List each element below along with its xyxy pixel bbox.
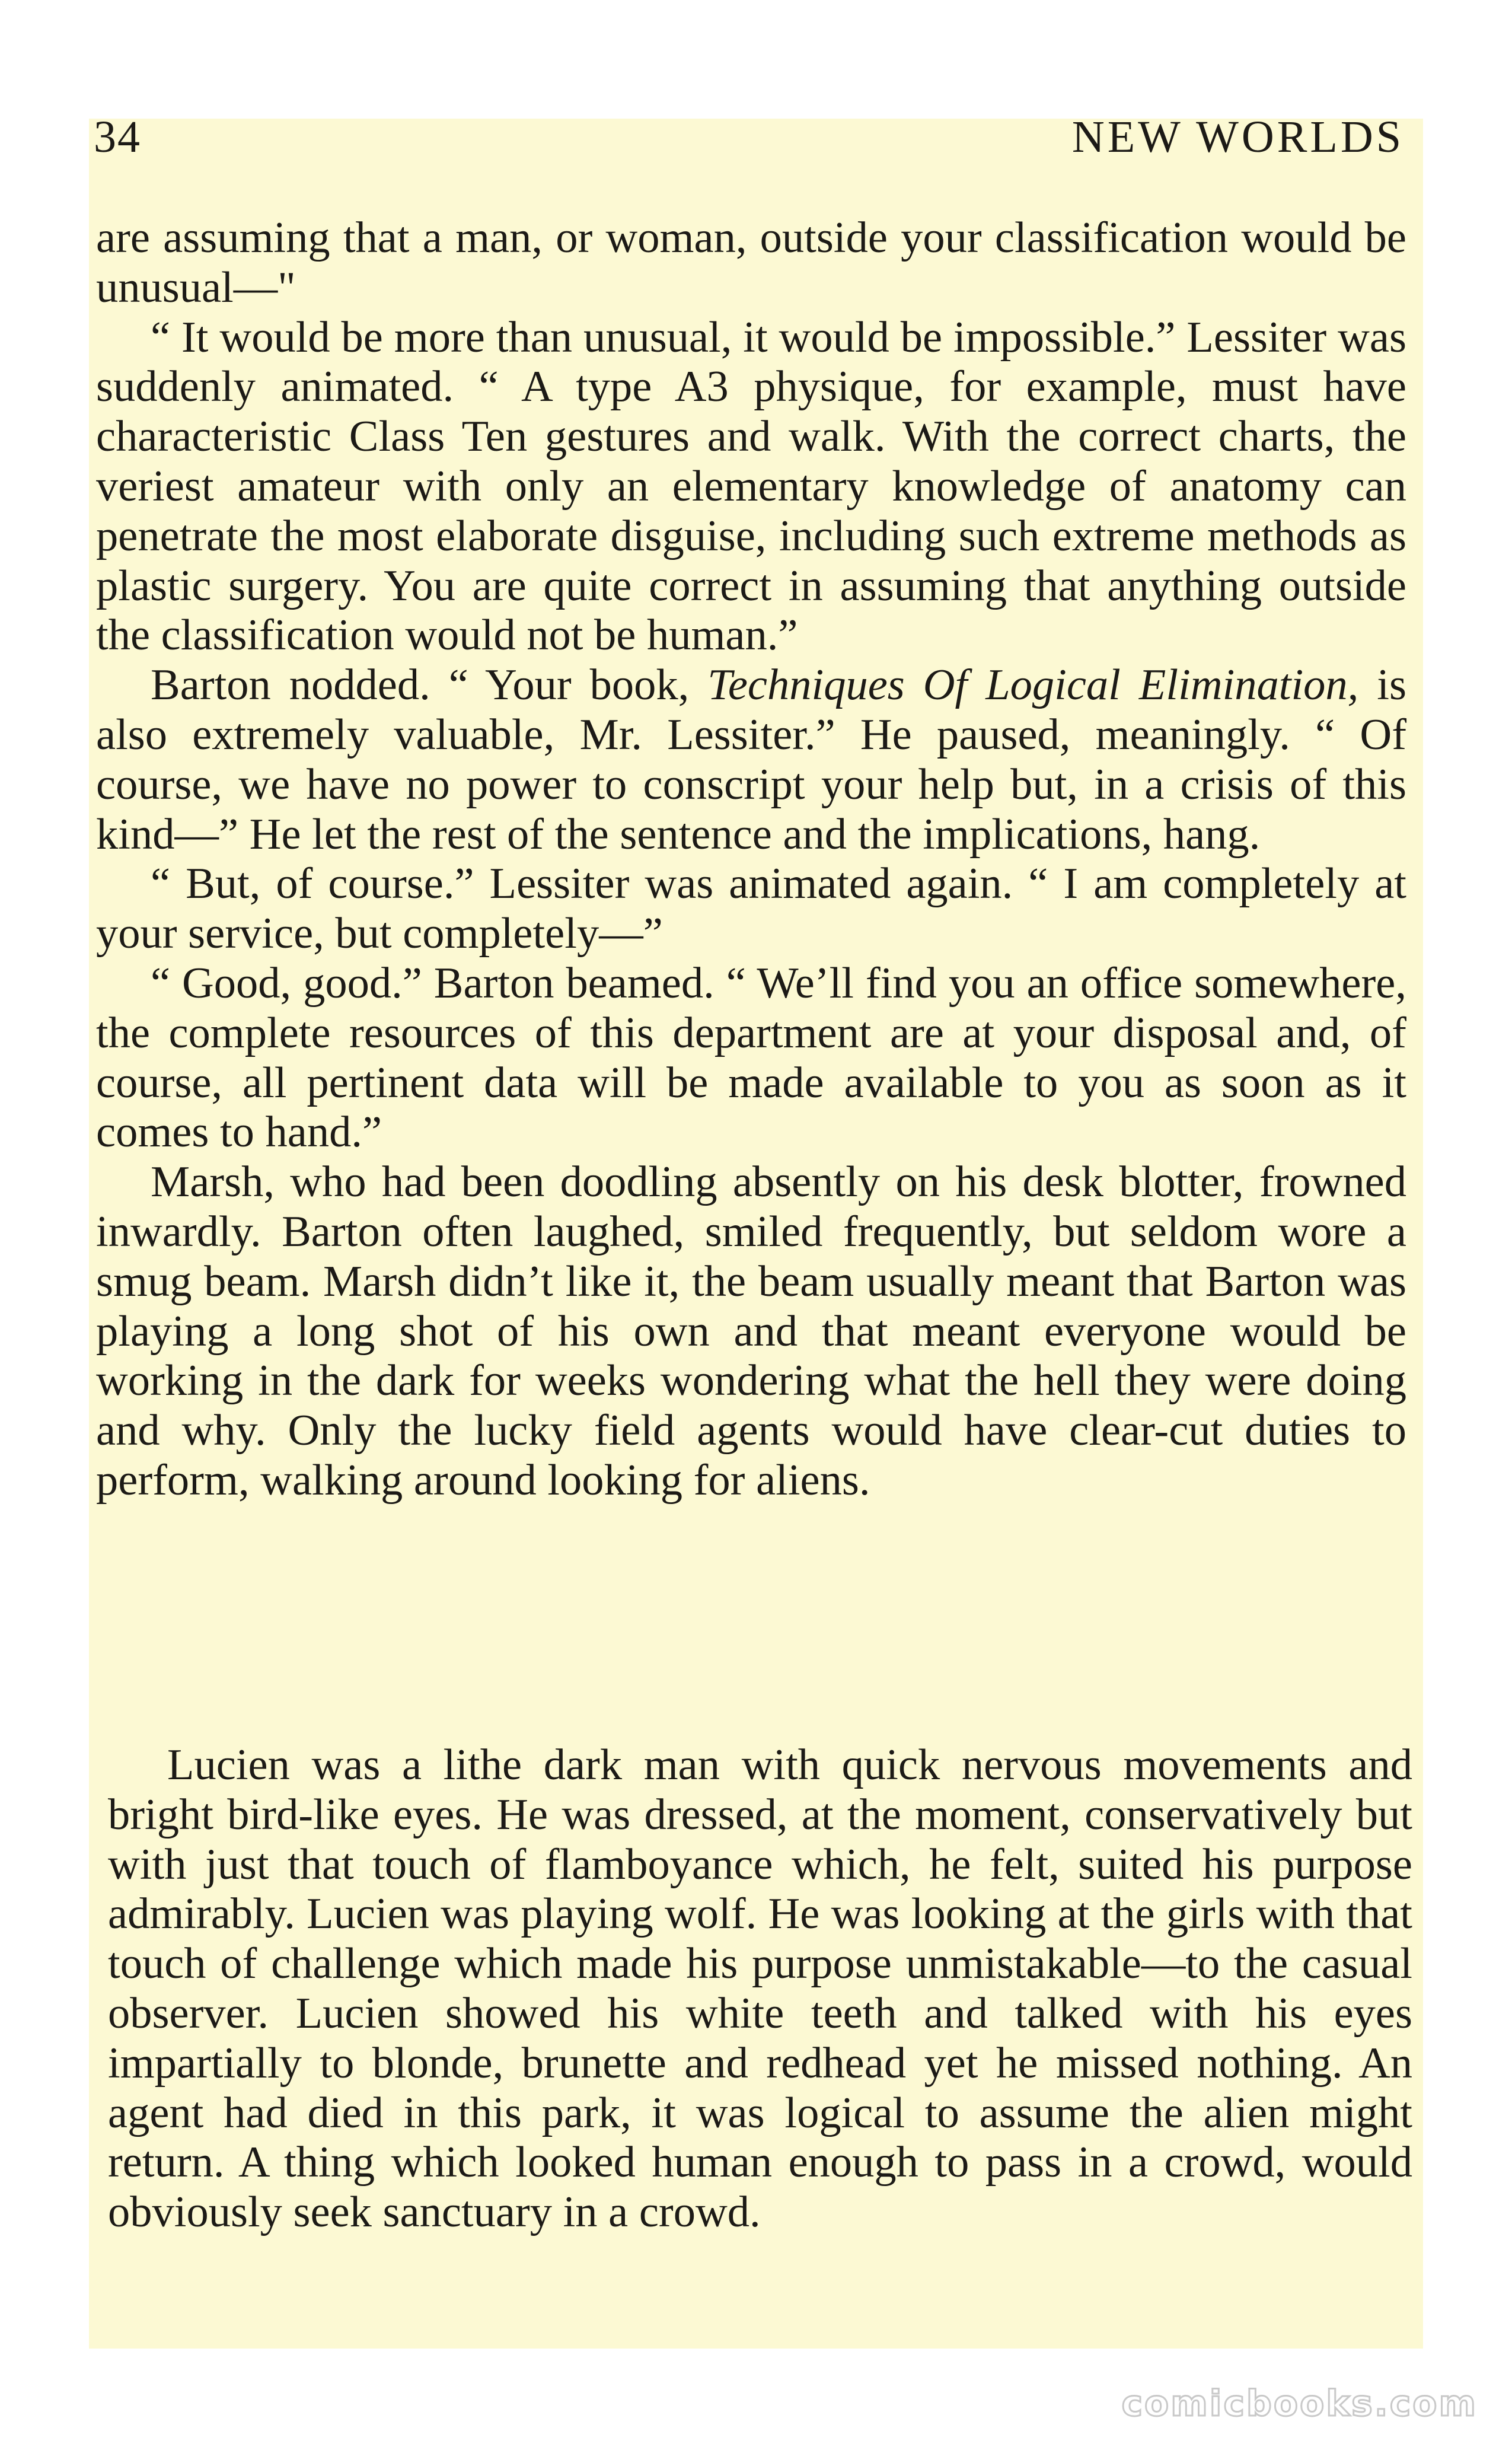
magazine-title: NEW WORLDS (1071, 112, 1404, 162)
body-text-section-two (108, 1741, 1412, 2238)
paragraph-lucien: Lucien was a lithe dark man with quick nervous movements and bright bird-like eyes. He was dressed, at the moment, conservatively but with just that touch of flamboyance which, he felt, suited his purpose admirably. Lucien was playing wolf. He was looking at the girls with that touch of challenge which made his purpose unmistakable—to the casual observer. Lucien showed his white teeth and talked with his eyes impartially to blonde, brunette and redhead yet he missed nothing. An agent had died in this park, it was logical to assume the alien might return. A thing which looked human enough to pass in a crowd, would obviously seek sanctuary in a crowd. (108, 1741, 1412, 2237)
paragraph-barton-nodded (96, 661, 1406, 859)
paragraph-lessiter-service: “ But, of course.” Lessiter was animated again. “ I am completely at your service, but completely—” (96, 859, 1406, 958)
body-text-section-one (96, 214, 1406, 1506)
book-title: Techniques Of Logical Elimination, (707, 661, 1359, 710)
paragraph-lessiter-impossible: “ It would be more than unusual, it would be impossible.” Lessiter was suddenly animated. “ A type A3 physique, for example, must have characteristic Class Ten gestures and walk. With the correct charts, the veriest amateur with only an elementary knowledge of anatomy can penetrate the most elaborate disguise, including such extreme methods as plastic surgery. You are quite correct in assuming that anything outside the classification would not be human.” (96, 313, 1406, 660)
paragraph-barton-beamed: “ Good, good.” Barton beamed. “ We’ll find you an office somewhere, the complete resources of this department are at your disposal and, of course, all pertinent data will be made available to you as soon as it comes to hand.” (96, 958, 1406, 1157)
paragraph-marsh-doodling: Marsh, who had been doodling absently on his desk blotter, frowned inwardly. Barton often laughed, smiled frequently, but seldom wore a smug beam. Marsh didn’t like it, the beam usually meant that Barton was playing a long shot of his own and that meant everyone would be working in the dark for weeks wondering what the hell they were doing and why. Only the lucky field agents would have clear-cut duties to perform, walking around looking for aliens. (96, 1158, 1406, 1505)
running-head (94, 111, 1404, 177)
page-number: 34 (94, 112, 141, 162)
site-watermark: comicbooks.com (1121, 2383, 1478, 2424)
paragraph-barton-nodded-before: Barton nodded. “ Your book, (151, 661, 708, 710)
paragraph-barton-nodded-after: is also extremely valuable, Mr. Lessiter.” He paused, meaningly. “ Of course, we have no power to conscript your help but, in a crisis of this kind—” He let the rest of the sentence and the implications, hang. (96, 661, 1406, 859)
paragraph-continued: are assuming that a man, or woman, outside your classification would be unusual—" (96, 214, 1406, 312)
